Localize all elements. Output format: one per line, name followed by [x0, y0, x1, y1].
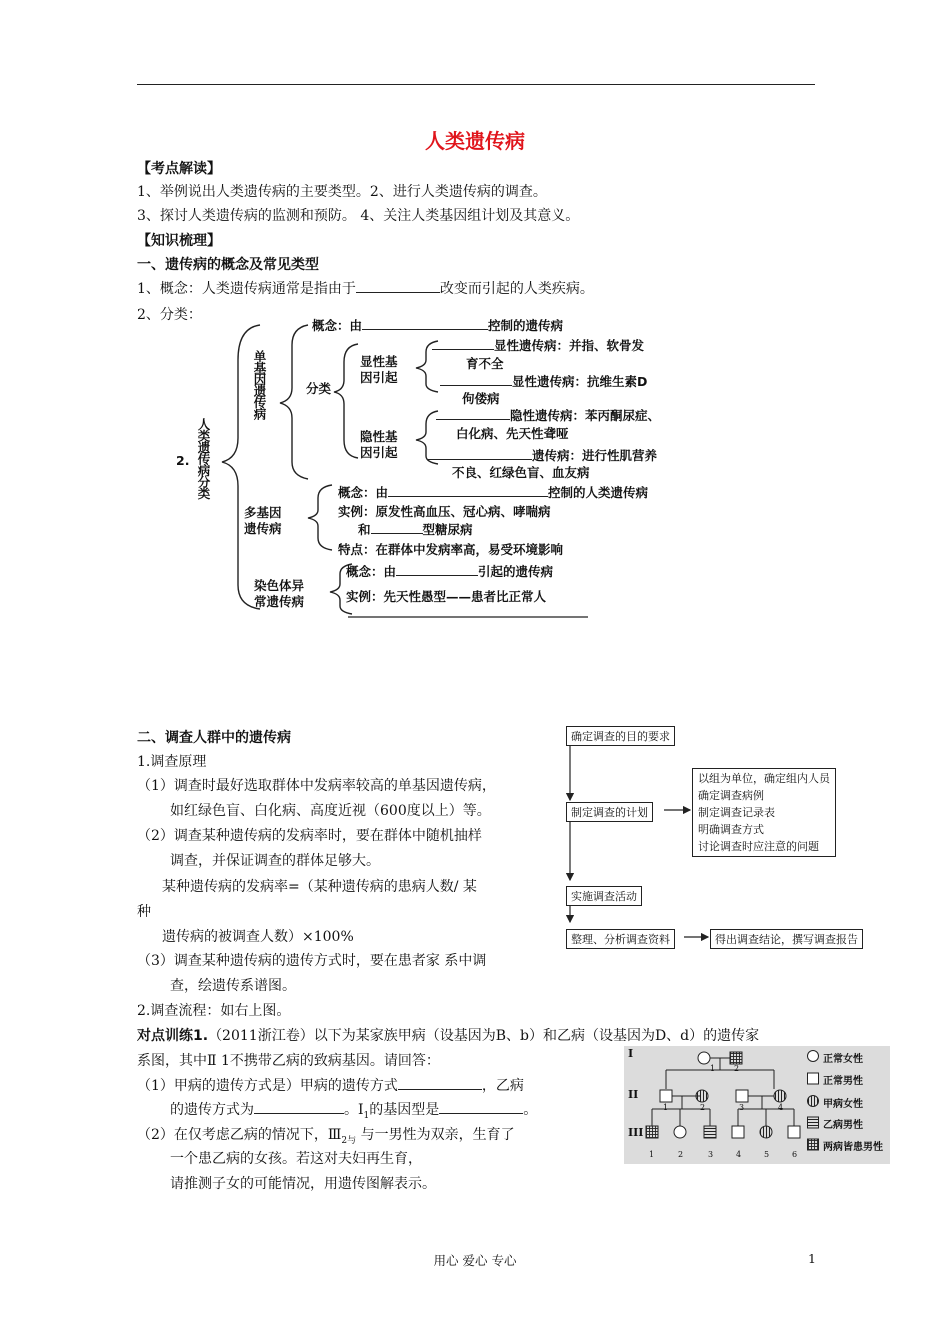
recessive-item2-blank[interactable]	[428, 447, 532, 460]
fenlei-label: 分类	[306, 381, 332, 396]
recessive-item1-text: 隐性遗传病：苯丙酮尿症、	[510, 408, 661, 423]
single-concept	[312, 316, 563, 334]
survey-p4: （2）调查某种遗传病的发病率时，要在群体中随机抽样	[137, 828, 482, 844]
dominant-item1-blank[interactable]	[432, 337, 494, 350]
plan-item: 讨论调查时应注意的问题	[698, 840, 819, 853]
kaodian-line1: 1、举例说出人类遗传病的主要类型。2、进行人类遗传病的调查。	[137, 184, 547, 200]
concept-text-b: 改变而引起的人类疾病。	[439, 281, 594, 297]
num-II-4: 4	[778, 1103, 784, 1112]
flow-box-purpose: 确定调查的目的要求	[566, 726, 675, 746]
tree-root-label: 人类遗传病分类	[196, 418, 211, 499]
dominant-item2-text: 显性遗传病：抗维生素D	[512, 374, 648, 389]
page-number: 1	[808, 1251, 816, 1266]
num-I-1: 1	[710, 1064, 716, 1073]
exercise-q5-sub: 2与	[341, 1135, 357, 1146]
num-III-6: 6	[792, 1150, 798, 1159]
exercise-q5-a: （2）在仅考虑乙病的情况下，Ⅲ	[137, 1127, 342, 1143]
exercise-q4-sub: 1	[363, 1110, 370, 1121]
flow-box-plan: 制定调查的计划	[566, 802, 653, 822]
survey-p8: 遗传病的被调查人数）×100%	[162, 929, 354, 945]
multi-concept-a: 概念：由	[338, 485, 389, 500]
survey-p9: （3）调查某种遗传病的遗传方式时，要在患者家 系中调	[137, 953, 487, 969]
flow-box-implement: 实施调查活动	[566, 886, 642, 906]
section1-heading: 一、遗传病的概念及常见类型	[137, 257, 319, 273]
survey-p1: 1.调查原理	[137, 754, 207, 770]
legend-both-male: 两病皆患男性	[823, 1142, 883, 1153]
dominant-label-a: 显性基	[360, 354, 398, 369]
exercise-q4-a: 的遗传方式为	[170, 1102, 254, 1118]
exercise-q1	[137, 1025, 759, 1045]
exercise-q1-text: （2011浙江卷）以下为某家族甲病（设基因为B、b）和乙病（设基因为D、d）的遗传家	[208, 1028, 760, 1044]
survey-p3: 如红绿色盲、白化病、高度近视（600度以上）等。	[170, 803, 491, 819]
footer-text: 用心 爱心 专心	[433, 1253, 517, 1268]
exercise-q4-b: 。I	[344, 1102, 364, 1118]
recessive-item2-cont: 不良、红绿色盲、血友病	[452, 465, 590, 480]
num-III-4: 4	[736, 1150, 742, 1159]
recessive-label-a: 隐性基	[360, 429, 398, 444]
plan-item: 制定调查记录表	[698, 806, 775, 819]
multi-concept	[338, 483, 648, 501]
num-III-1: 1	[649, 1150, 655, 1159]
num-II-2: 2	[700, 1103, 706, 1112]
classify-label: 2、分类：	[137, 307, 202, 323]
kaodian-heading: 【考点解读】	[137, 161, 221, 177]
multi-concept-blank[interactable]	[388, 484, 548, 497]
multi-gene-label-b: 遗传病	[244, 521, 282, 536]
survey-p11: 2.调查流程：如右上图。	[137, 1003, 291, 1019]
legend-yi-male: 乙病男性	[823, 1120, 863, 1131]
exercise-q5	[137, 1124, 515, 1146]
concept-text-a: 1、概念：人类遗传病通常是指由于	[137, 281, 356, 297]
single-concept-blank[interactable]	[362, 317, 488, 330]
survey-p10: 查，绘遗传系谱图。	[170, 978, 296, 994]
exercise-q3	[137, 1075, 524, 1095]
recessive-item1	[436, 406, 660, 424]
multi-example2-blank[interactable]	[371, 521, 423, 534]
survey-p6: 某种遗传病的发病率=（某种遗传病的患病人数/ 某	[162, 879, 477, 895]
num-III-3: 3	[708, 1150, 714, 1159]
page-title: 人类遗传病	[425, 129, 525, 153]
exercise-q2: 系图，其中Ⅱ 1不携带乙病的致病基因。请回答：	[137, 1053, 440, 1069]
recessive-item1-blank[interactable]	[436, 407, 510, 420]
multi-concept-b: 控制的人类遗传病	[548, 485, 649, 500]
dominant-item2-blank[interactable]	[440, 373, 512, 386]
plan-item: 确定调查病例	[698, 789, 764, 802]
flow-box-analyze: 整理、分析调查资料	[566, 929, 675, 949]
recessive-label-b: 因引起	[360, 445, 398, 460]
single-concept-a: 概念：由	[312, 318, 363, 333]
exercise-q4	[170, 1099, 537, 1121]
multi-example: 实例：原发性高血压、冠心病、哮喘病	[338, 504, 551, 519]
exercise-label: 对点训练1.	[137, 1028, 209, 1044]
gen-III: III	[628, 1126, 644, 1139]
chrom-concept-blank[interactable]	[396, 563, 478, 576]
exercise-q3-a: （1）甲病的遗传方式是）甲病的遗传方式	[137, 1078, 398, 1094]
dominant-item2-cont: 佝偻病	[462, 391, 500, 406]
multi-example2-a: 和	[358, 522, 371, 537]
dominant-item1	[432, 336, 644, 354]
multi-example2-b: 型糖尿病	[422, 522, 473, 537]
legend-jia-female: 甲病女性	[823, 1099, 863, 1110]
num-II-1: 1	[663, 1103, 669, 1112]
tree-root-number: 2.	[176, 453, 190, 468]
recessive-item1-cont: 白化病、先天性聋哑	[456, 426, 569, 441]
kaodian-line2: 3、探讨人类遗传病的监测和预防。 4、关注人类基因组计划及其意义。	[137, 208, 580, 224]
num-II-3: 3	[739, 1103, 745, 1112]
survey-p7: 种	[137, 904, 151, 920]
zhishi-heading: 【知识梳理】	[137, 233, 221, 249]
dominant-item1-cont: 育不全	[466, 356, 504, 371]
legend-normal-male: 正常男性	[823, 1076, 863, 1087]
chrom-concept-a: 概念：由	[346, 564, 397, 579]
exercise-q7: 请推测子女的可能情况，用遗传图解表示。	[170, 1176, 436, 1192]
num-I-2: 2	[734, 1064, 740, 1073]
dominant-item1-text: 显性遗传病：并指、软骨发	[494, 338, 645, 353]
pedigree-figure	[624, 1046, 890, 1164]
legend-normal-female: 正常女性	[823, 1054, 863, 1065]
chrom-concept	[346, 562, 553, 580]
exercise-q4-d: 。	[523, 1102, 538, 1118]
chrom-label-a: 染色体异	[254, 578, 305, 593]
dominant-label-b: 因引起	[360, 370, 398, 385]
recessive-item2-text: 遗传病：进行性肌营养	[532, 448, 658, 463]
num-III-5: 5	[764, 1150, 770, 1159]
exercise-q6: 一个患乙病的女孩。若这对夫妇再生育，	[170, 1151, 422, 1167]
exercise-q3-b: ，乙病	[481, 1078, 524, 1094]
dominant-item2	[440, 372, 647, 390]
plan-item: 明确调查方式	[698, 823, 764, 836]
single-concept-b: 控制的遗传病	[488, 318, 564, 333]
gen-I: I	[628, 1047, 634, 1060]
tree-single-gene-label: 单基因遗传病	[252, 350, 267, 419]
recessive-item2	[428, 446, 657, 464]
gen-II: II	[628, 1088, 639, 1101]
jia-mode-blank[interactable]	[398, 1077, 482, 1090]
section2-heading: 二、调查人群中的遗传病	[137, 730, 291, 746]
num-III-2: 2	[678, 1150, 684, 1159]
multi-example2	[358, 520, 473, 538]
plan-item: 以组为单位，确定组内人员	[698, 772, 830, 785]
survey-p5: 调查，并保证调查的群体足够大。	[170, 853, 380, 869]
chrom-example: 实例：先天性愚型——患者比正常人	[346, 589, 547, 604]
chrom-label-b: 常遗传病	[254, 594, 305, 609]
flow-box-conclusion: 得出调查结论，撰写调查报告	[710, 929, 863, 949]
chrom-concept-b: 引起的遗传病	[478, 564, 554, 579]
flow-plan-details	[692, 768, 836, 857]
exercise-q4-c: 的基因型是	[369, 1102, 440, 1118]
yi-mode-blank[interactable]	[254, 1101, 344, 1114]
genotype-blank[interactable]	[439, 1101, 523, 1114]
survey-p2: （1）调查时最好选取群体中发病率较高的单基因遗传病，	[137, 778, 496, 794]
multi-feature: 特点：在群体中发病率高，易受环境影响	[338, 542, 564, 557]
exercise-q5-b: 与一男性为双亲，生育了	[356, 1127, 515, 1143]
multi-gene-label-a: 多基因	[244, 505, 282, 520]
